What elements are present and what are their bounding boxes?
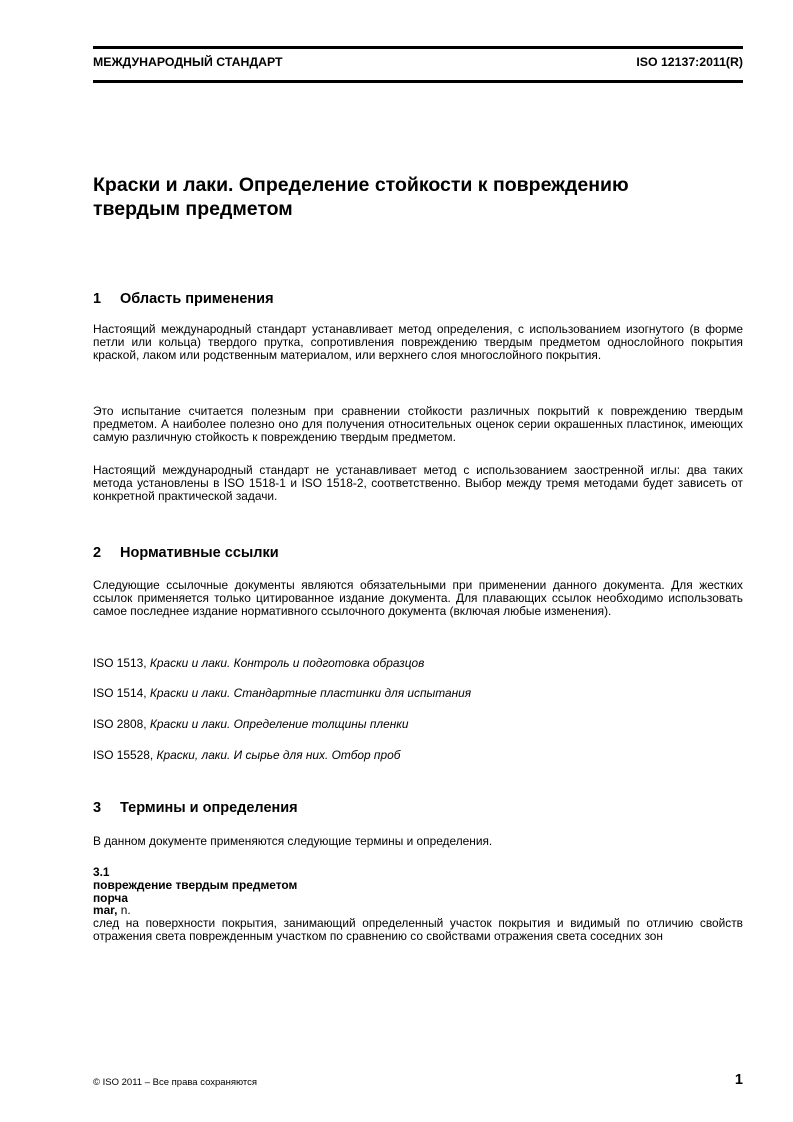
- page-number: 1: [734, 1072, 743, 1088]
- header-document-type: МЕЖДУНАРОДНЫЙ СТАНДАРТ: [93, 55, 283, 69]
- section-1-heading: [93, 291, 743, 307]
- reference-title: Краски и лаки. Определение толщины пленки: [149, 717, 409, 731]
- reference-title: Краски, лаки. И сырье для них. Отбор проб: [156, 748, 401, 762]
- section-number: 2: [93, 545, 102, 561]
- section-2-heading: [93, 545, 743, 561]
- reference-item: [93, 749, 743, 762]
- term-english-word: mar,: [93, 903, 118, 918]
- title-line-1: Краски и лаки. Определение стойкости к повреждению: [93, 174, 629, 196]
- section-1-paragraph-1: Настоящий международный стандарт устанавливает метод определения, с использованием изогнутого (в форме петли или кольца) твердого прутка, сопротивления повреждению твердым предметом однослойного покрытия краской, лаком или родственным материалом, или верхнего слоя многослойного покрытия.: [93, 322, 743, 362]
- reference-item: [93, 687, 743, 700]
- reference-title: Краски и лаки. Контроль и подготовка образцов: [149, 656, 425, 670]
- reference-code: ISO 1513,: [93, 656, 150, 670]
- section-2-paragraph-1: Следующие ссылочные документы являются обязательными при применении данного документа. Для жестких ссылок применяется только цитированное издание документа. Для плавающих ссылок необходимо использовать самое последнее издание нормативного ссылочного документа (включая любые изменения).: [93, 578, 743, 618]
- section-title: Нормативные ссылки: [120, 545, 279, 561]
- header-standard-number: ISO 12137:2011(R): [636, 55, 743, 69]
- section-1-paragraph-3: Настоящий международный стандарт не устанавливает метод с использованием заостренной иглы: два таких метода установлены в ISO 1518-1 и ISO 1518-2, соответственно. Выбор между тремя методами будет зависеть от конкретной практической задачи.: [93, 463, 743, 503]
- section-number: 3: [93, 800, 102, 816]
- document-page: [93, 0, 743, 1122]
- running-header: [93, 55, 743, 75]
- section-title: Термины и определения: [120, 800, 298, 816]
- term-preferred: повреждение твердым предметом: [93, 877, 298, 892]
- reference-title: Краски и лаки. Стандартные пластинки для испытания: [149, 686, 472, 700]
- term-entry: [93, 866, 743, 943]
- section-1-paragraph-2: Это испытание считается полезным при сравнении стойкости различных покрытий к повреждению твердым предметом. А наиболее полезно оно для получения относительных оценок серии окрашенных пластинок, имеющих самую различную стойкость к повреждению твердым предметом.: [93, 404, 743, 444]
- section-number: 1: [93, 291, 102, 307]
- section-title: Область применения: [120, 291, 274, 307]
- reference-code: ISO 15528,: [93, 748, 157, 762]
- title-line-2: твердым предметом: [93, 198, 293, 220]
- header-rule-top: [93, 46, 743, 49]
- term-definition: след на поверхности покрытия, занимающий определенный участок покрытия и видимый по отличию свойств отражения света поврежденным участком по сравнению со свойствами отражения света соседних зон: [93, 916, 743, 943]
- reference-code: ISO 2808,: [93, 717, 150, 731]
- section-3-paragraph-1: В данном документе применяются следующие термины и определения.: [93, 834, 493, 848]
- reference-code: ISO 1514,: [93, 686, 150, 700]
- footer-copyright: © ISO 2011 – Все права сохраняются: [93, 1077, 258, 1088]
- header-rule-bottom: [93, 80, 743, 83]
- term-admitted: порча: [93, 890, 128, 905]
- reference-item: [93, 718, 743, 731]
- section-3-heading: [93, 800, 743, 816]
- document-title: [93, 173, 743, 221]
- term-number: 3.1: [93, 865, 110, 879]
- term-english-pos: n.: [117, 903, 131, 918]
- reference-item: [93, 657, 743, 670]
